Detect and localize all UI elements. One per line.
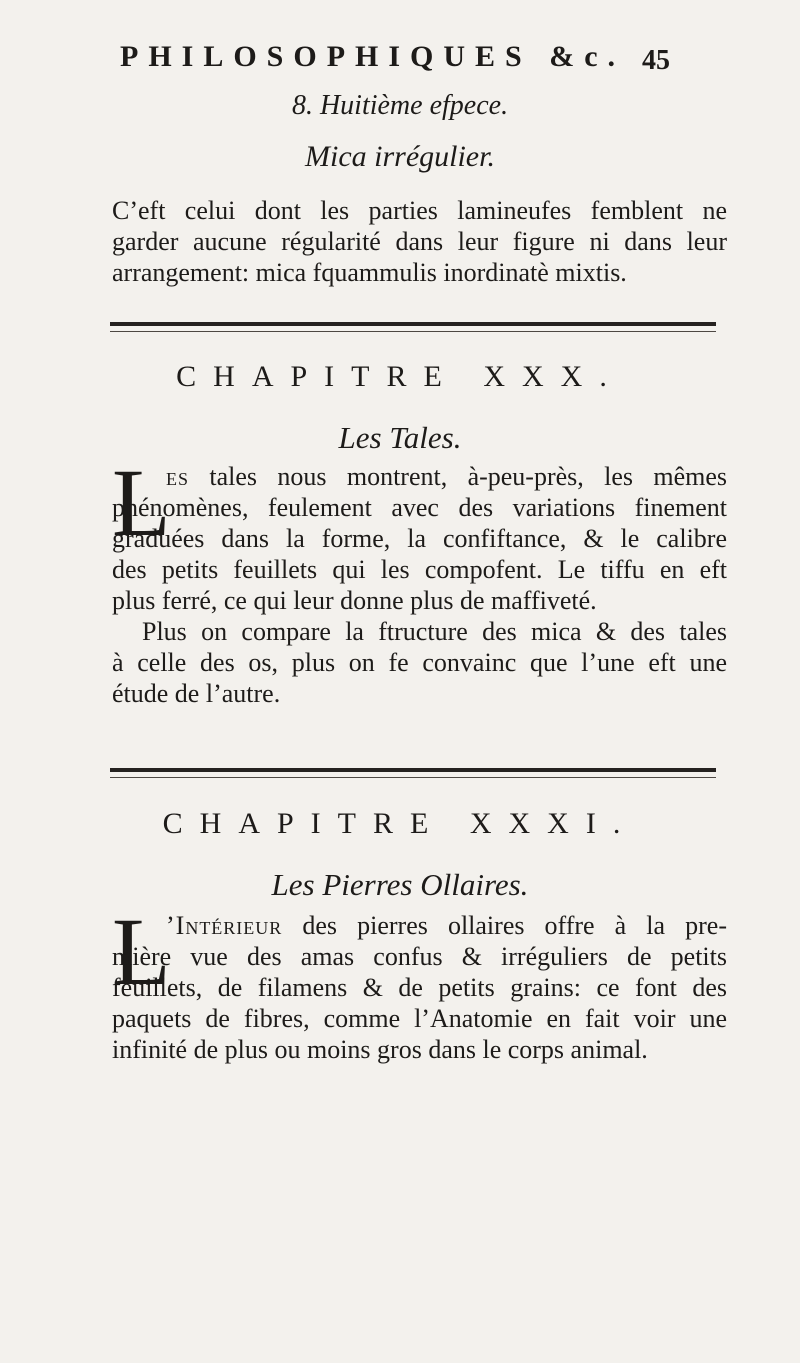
running-head: PHILOSOPHIQUES &c.: [120, 40, 626, 73]
chapter-30-title: CHAPITRE XXX.: [176, 360, 624, 393]
section-number: 8. Huitième efpece.: [291, 90, 509, 121]
section-divider-rule: [110, 768, 716, 778]
paragraph-line: [112, 910, 727, 941]
chapter-30-subtitle: Les Tales.: [338, 420, 462, 455]
drop-cap-letter: L: [112, 898, 171, 1005]
line-text: des pierres ollaires offre à la pre-: [302, 911, 727, 940]
paragraph-line: infinité de plus ou moins gros dans le corps animal.: [112, 1035, 648, 1064]
chapter-31-title: CHAPITRE XXXI.: [162, 807, 638, 840]
paragraph-line: phénomènes, feulement avec des variations finement: [112, 493, 727, 522]
paragraph-line: Plus on compare la ftructure des mica & des tales: [142, 617, 727, 646]
paragraph-line: arrangement: mica fquammulis inordinatè mixtis.: [112, 258, 627, 287]
paragraph-line: graduées dans la forme, la confiftance, & le calibre: [112, 524, 727, 553]
paragraph-line: garder aucune régularité dans leur figure ni dans leur: [112, 227, 727, 256]
paragraph-line: [112, 461, 727, 492]
pierres-ollaires-paragraph: [112, 910, 727, 1065]
tales-paragraph: [112, 461, 727, 709]
paragraph-line: paquets de fibres, comme l’Anatomie en fait voir une: [112, 1004, 727, 1033]
paragraph-line: mière vue des amas confus & irréguliers de petits: [112, 942, 727, 971]
page-number: 45: [642, 45, 670, 76]
paragraph-line: à celle des os, plus on fe convainc que l’une eft une: [112, 648, 727, 677]
drop-cap-letter: L: [112, 449, 171, 556]
paragraph-line: étude de l’autre.: [112, 679, 281, 708]
first-word-rest: ’Intérieur: [166, 911, 283, 940]
paragraph-line: C’eft celui dont les parties lamineufes femblent ne: [112, 196, 727, 225]
mica-description-paragraph: [112, 195, 727, 288]
section-subtitle: Mica irrégulier.: [305, 140, 495, 173]
section-divider-rule: [110, 322, 716, 332]
line-text: tales nous montrent, à-peu-près, les mêmes: [209, 462, 728, 491]
paragraph-line: feuillets, de filamens & de petits grains: ce font des: [112, 973, 727, 1002]
paragraph-line: plus ferré, ce qui leur donne plus de maffiveté.: [112, 586, 597, 615]
first-word-rest: es: [166, 462, 190, 491]
paragraph-line: des petits feuillets qui les compofent. Le tiffu en eft: [112, 555, 727, 584]
chapter-31-subtitle: Les Pierres Ollaires.: [271, 867, 529, 902]
